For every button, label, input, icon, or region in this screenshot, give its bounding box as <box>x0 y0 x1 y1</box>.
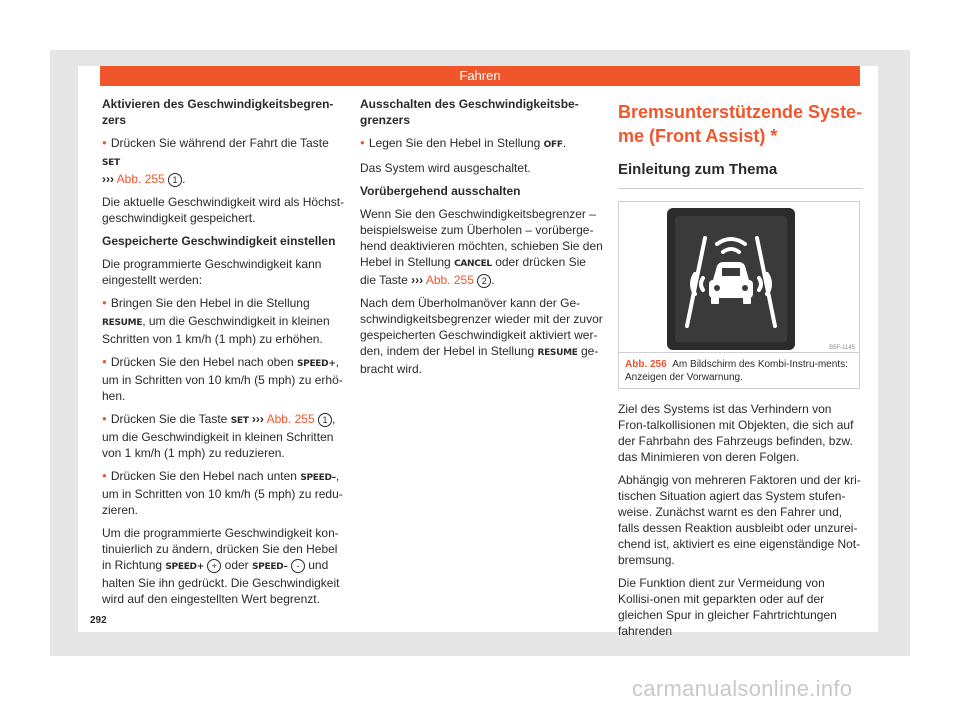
figure-code: B5F-1145 <box>829 345 855 351</box>
callout-number: 1 <box>168 173 182 187</box>
key-off: OFF <box>543 140 563 150</box>
page-number: 292 <box>90 615 107 626</box>
heading-adjust: Gespeicherte Geschwindigkeit einstellen <box>102 234 336 248</box>
key-cancel: CANCEL <box>454 259 492 269</box>
paragraph: Die aktuelle Geschwindigkeit wird als Höchst-geschwindigkeit gespeichert. <box>102 195 345 225</box>
paragraph-resume: Nach dem Überholmanöver kann der Ge-schwindigkeitsbegrenzer wieder mit der zuvor gespeicherten Geschwindigkeit aktiviert wer-den, indem der Hebel in Stellung RESUME ge-bracht wird. <box>360 296 603 376</box>
key-set: SET <box>102 158 120 168</box>
bullet-speed-down: ● Drücken Sie den Hebel nach unten SPEED–, um in Schritten von 10 km/h (5 mph) zu redu-zieren. <box>102 468 347 518</box>
watermark: carmanualsonline.info <box>632 676 853 701</box>
subsection-title: Einleitung zum Thema <box>618 160 863 189</box>
key-speed-plus: SPEED+ <box>296 359 336 369</box>
callout-number: 1 <box>318 413 332 427</box>
paragraph: Das System wird ausgeschaltet. <box>360 161 531 175</box>
figure-256 <box>618 201 860 389</box>
callout-plus: + <box>207 559 221 573</box>
column-3 <box>618 96 863 646</box>
key-resume: RESUME <box>537 348 578 358</box>
key-resume: RESUME <box>102 318 143 328</box>
heading-deactivate: Ausschalten des Geschwindigkeitsbe-grenzers <box>360 97 579 127</box>
paragraph-continuous: Um die programmierte Geschwindigkeit kon-tinuierlich zu ändern, drücken Sie den Hebel in Richtung SPEED+ + oder SPEED– - und halten Sie ihn gedrückt. Die Geschwindigkeit wird auf den eingestellten Wert begrenzt. <box>102 526 340 606</box>
figure-image <box>619 202 859 353</box>
bullet-resume: ● Bringen Sie den Hebel in die Stellung RESUME, um die Geschwindigkeit in kleinen Schritten von 1 km/h (1 mph) zu erhöhen. <box>102 295 347 347</box>
paragraph: Abhängig von mehreren Faktoren und der kri-tischen Situation agiert das System stufen-weise. Zunächst warnt es den Fahrer und, falls dessen Reaktion ausbleibt oder unzurei-chend ist, aktiviert es eine eigenständige Not-bremsung. <box>618 473 861 567</box>
heading-activate: Aktivieren des Geschwindigkeitsbegren-zers <box>102 97 334 127</box>
bullet-off: ● Legen Sie den Hebel in Stellung OFF. <box>360 135 605 153</box>
bullet-press-set-reduce: ● Drücken Sie die Taste SET ››› Abb. 255 1 , um die Geschwindigkeit in kleinen Schritten von 1 km/h (1 mph) zu reduzieren. <box>102 411 347 461</box>
figure-reference-link[interactable]: Abb. 255 <box>425 273 474 287</box>
figure-reference-link[interactable]: Abb. 255 <box>266 412 315 426</box>
bullet-press-set: ● Drücken Sie während der Fahrt die Taste SET ››› Abb. 255 1 . <box>102 135 347 187</box>
paragraph: Ziel des Systems ist das Verhindern von Fron-talkollisionen mit Objekten, die sich auf der Fahrbahn des Fahrzeugs befinden, bzw. das Minimieren von deren Folgen. <box>618 402 854 464</box>
column-1 <box>102 96 347 614</box>
callout-minus: - <box>291 559 305 573</box>
section-title: Bremsunterstützende Syste-me (Front Assist) * <box>618 102 863 146</box>
chapter-header: Fahren <box>100 66 860 86</box>
paragraph-cancel: Wenn Sie den Geschwindigkeitsbegrenzer – beispielsweise zum Überholen – vorüberge-hend deaktivieren möchten, schieben Sie den Hebel in Stellung CANCEL oder drücken Sie die Taste ››› Abb. 255 2 . <box>360 207 603 287</box>
callout-number: 2 <box>477 274 491 288</box>
key-speed-minus: SPEED– <box>300 473 336 483</box>
bullet-speed-up: ● Drücken Sie den Hebel nach oben SPEED+, um in Schritten von 10 km/h (5 mph) zu erhö-hen. <box>102 354 347 404</box>
figure-reference-link[interactable]: Abb. 255 <box>116 172 165 186</box>
heading-temporary: Vorübergehend ausschalten <box>360 184 521 198</box>
column-2 <box>360 96 605 384</box>
front-assist-warning-icon <box>667 208 795 350</box>
paragraph: Die Funktion dient zur Vermeidung von Kollisi-onen mit geparkten oder auf der gleichen Spur in gleicher Fahrtrichtungen fahrenden <box>618 576 837 638</box>
paragraph: Die programmierte Geschwindigkeit kann eingestellt werden: <box>102 257 322 287</box>
figure-caption: Abb. 256 Am Bildschirm des Kombi-Instru-ments: Anzeigen der Vorwarnung. <box>625 359 848 383</box>
key-set: SET <box>230 416 249 426</box>
